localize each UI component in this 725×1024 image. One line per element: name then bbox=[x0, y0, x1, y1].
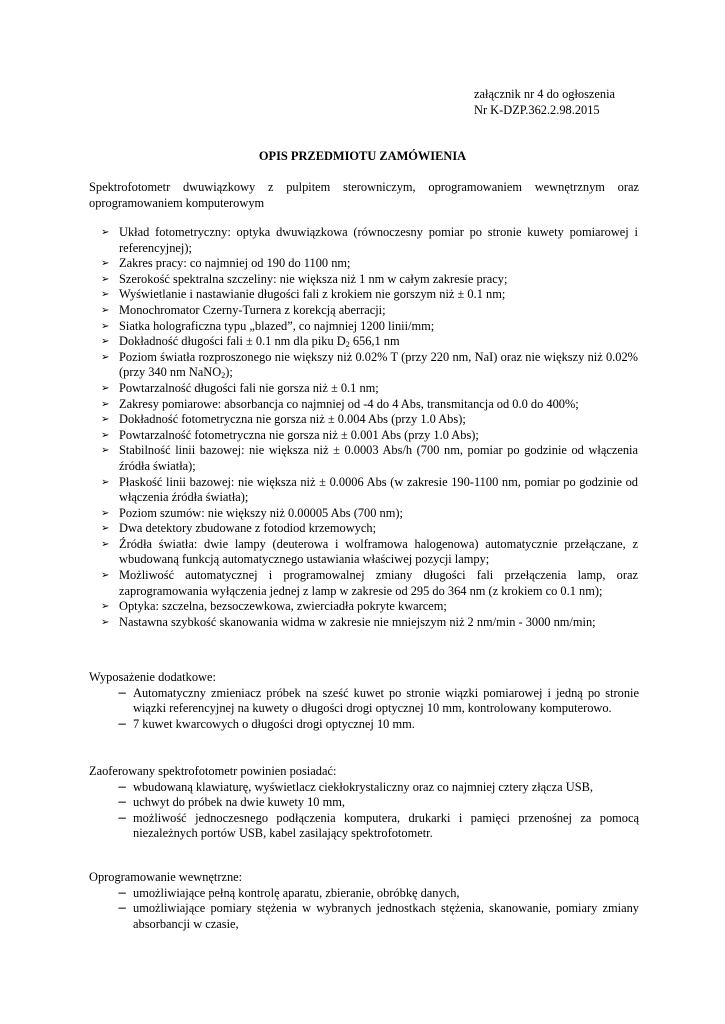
list-item: − 7 kuwet kwarcowych o długości drogi optycznej 10 mm. bbox=[117, 716, 415, 731]
section-heading: Oprogramowanie wewnętrzne: bbox=[89, 870, 243, 884]
dash-bullet-icon: − bbox=[117, 685, 128, 700]
spec-list bbox=[101, 225, 638, 630]
arrow-bullet-icon: ➢ bbox=[101, 476, 110, 488]
offered-list bbox=[117, 780, 639, 842]
section-heading: Wyposażenie dodatkowe: bbox=[89, 670, 216, 684]
spec-item: ➢ Siatka holograficzna typu „blazed”, co najmniej 1200 linii/mm; bbox=[101, 318, 435, 333]
spec-item: ➢ Optyka: szczelna, bezsoczewkowa, zwierciadła pokryte kwarcem; bbox=[101, 599, 447, 614]
subscript: 2 bbox=[345, 340, 350, 350]
software-list bbox=[117, 886, 639, 933]
attachment-line: załącznik nr 4 do ogłoszenia bbox=[474, 87, 616, 101]
equipment-list bbox=[117, 686, 639, 733]
arrow-bullet-icon: ➢ bbox=[101, 429, 110, 441]
spec-item: ➢ Dwa detektory zbudowane z fotodiod krzemowych; bbox=[101, 521, 377, 536]
spec-item: ➢ Monochromator Czerny-Turnera z korekcją aberracji; bbox=[101, 302, 386, 317]
intro-paragraph: Spektrofotometr dwuwiązkowy z pulpitem sterowniczym, oprogramowaniem wewnętrznym oraz oprogramowaniem komputerowym bbox=[89, 180, 639, 210]
spec-item: ➢ Powtarzalność fotometryczna nie gorsza niż ± 0.001 Abs (przy 1.0 Abs); bbox=[101, 427, 479, 442]
arrow-bullet-icon: ➢ bbox=[101, 336, 110, 348]
spec-item: ➢ Dokładność fotometryczna nie gorsza niż ± 0.004 Abs (przy 1.0 Abs); bbox=[101, 412, 466, 427]
arrow-bullet-icon: ➢ bbox=[101, 273, 110, 285]
arrow-bullet-icon: ➢ bbox=[101, 570, 110, 582]
list-item: − Automatyczny zmieniacz próbek na sześć kuwet po stronie wiązki pomiarowej i jedną po stronie wiązki referencyjnej na kuwety o długości drogi optycznej 10 mm, kontrolowany komputerowo. bbox=[117, 685, 639, 716]
arrow-bullet-icon: ➢ bbox=[101, 304, 110, 316]
arrow-bullet-icon: ➢ bbox=[101, 320, 110, 332]
list-item: − uchwyt do próbek na dwie kuwety 10 mm, bbox=[117, 795, 345, 810]
dash-bullet-icon: − bbox=[117, 795, 128, 810]
dash-bullet-icon: − bbox=[117, 810, 128, 825]
spec-item: ➢ Poziom szumów: nie większy niż 0.00005 Abs (700 nm); bbox=[101, 505, 403, 520]
spec-item: ➢ Dokładność długości fali ± 0.1 nm dla piku $D_2$ 656,1 nm bbox=[101, 334, 400, 350]
spec-item: ➢ Możliwość automatycznej i programowalnej zmiany długości fali przełączenia lamp, oraz zaprogramowania wyłączenia jednej z lamp w zakresie od 295 do 364 nm (z krokiem co 0.1 nm); bbox=[101, 568, 638, 598]
list-item: − umożliwiające pełną kontrolę aparatu, zbieranie, obróbkę danych, bbox=[117, 885, 460, 900]
spec-item: ➢ Zakresy pomiarowe: absorbancja co najmniej od -4 do 4 Abs, transmitancja od 0.0 do 400%; bbox=[101, 396, 579, 411]
list-item: − wbudowaną klawiaturę, wyświetlacz ciekłokrystaliczny oraz co najmniej cztery złącza USB, bbox=[117, 779, 593, 794]
section-heading: Zaoferowany spektrofotometr powinien posiadać: bbox=[89, 764, 337, 778]
subscript: 2 bbox=[221, 371, 226, 381]
arrow-bullet-icon: ➢ bbox=[101, 445, 110, 457]
spec-item: ➢ Szerokość spektralna szczeliny: nie większa niż 1 nm w całym zakresie pracy; bbox=[101, 271, 508, 286]
offered-section bbox=[89, 764, 639, 842]
arrow-bullet-icon: ➢ bbox=[101, 538, 110, 550]
spec-item: ➢ Zakres pracy: co najmniej od 190 do 1100 nm; bbox=[101, 256, 351, 271]
document-title: OPIS PRZEDMIOTU ZAMÓWIENIA bbox=[258, 149, 467, 163]
arrow-bullet-icon: ➢ bbox=[101, 414, 110, 426]
arrow-bullet-icon: ➢ bbox=[101, 351, 110, 363]
spec-item: ➢ Poziom światła rozproszonego nie większy niż 0.02% T (przy 220 nm, NaI) oraz nie większy niż 0.02% (przy 340 nm NaNO$_2$); bbox=[101, 349, 638, 381]
arrow-bullet-icon: ➢ bbox=[101, 227, 110, 238]
arrow-bullet-icon: ➢ bbox=[101, 398, 110, 410]
spec-item: ➢ Płaskość linii bazowej: nie większa niż ± 0.0006 Abs (w zakresie 190-1100 nm, pomiar po godzinie od włączenia źródła światła); bbox=[101, 474, 638, 505]
attachment-reference bbox=[474, 87, 694, 118]
spec-item: ➢ Źródła światła: dwie lampy (deuterowa i wolframowa halogenowa) automatycznie przełączane, z wbudowaną funkcją automatycznego ustawiania właściwej pozycji lampy; bbox=[101, 536, 638, 567]
list-item: − umożliwiające pomiary stężenia w wybranych jednostkach stężenia, skanowanie, pomiary zmiany absorbancji w czasie, bbox=[117, 901, 639, 931]
spec-item: ➢ Układ fotometryczny: optyka dwuwiązkowa (równoczesny pomiar po stronie kuwety pomiarowej i referencyjnej); bbox=[101, 225, 638, 255]
arrow-bullet-icon: ➢ bbox=[101, 523, 110, 535]
arrow-bullet-icon: ➢ bbox=[101, 258, 110, 270]
reference-number: Nr K-DZP.362.2.98.2015 bbox=[474, 102, 600, 117]
software-section bbox=[89, 870, 639, 932]
dash-bullet-icon: − bbox=[117, 885, 128, 900]
spec-item: ➢ Wyświetlanie i nastawianie długości fali z krokiem nie gorszym niż ± 0.1 nm; bbox=[101, 287, 506, 302]
arrow-bullet-icon: ➢ bbox=[101, 507, 110, 519]
arrow-bullet-icon: ➢ bbox=[101, 616, 110, 628]
spec-item: ➢ Nastawna szybkość skanowania widma w zakresie nie mniejszym niż 2 nm/min - 3000 nm/min; bbox=[101, 614, 596, 629]
arrow-bullet-icon: ➢ bbox=[101, 289, 110, 301]
dash-bullet-icon: − bbox=[117, 716, 128, 731]
spec-item: ➢ Powtarzalność długości fali nie gorsza niż ± 0.1 nm; bbox=[101, 380, 379, 395]
dash-bullet-icon: − bbox=[117, 901, 128, 916]
arrow-bullet-icon: ➢ bbox=[101, 382, 110, 394]
arrow-bullet-icon: ➢ bbox=[101, 601, 110, 613]
spec-item: ➢ Stabilność linii bazowej: nie większa niż ± 0.0003 Abs/h (700 nm, pomiar po godzinie od włączenia źródła światła); bbox=[101, 443, 638, 473]
list-item: − możliwość jednoczesnego podłączenia komputera, drukarki i pamięci przenośnej za pomocą niezależnych portów USB, kabel zasilający spektrofotometr. bbox=[117, 810, 639, 841]
equipment-section bbox=[89, 670, 639, 732]
dash-bullet-icon: − bbox=[117, 779, 128, 794]
